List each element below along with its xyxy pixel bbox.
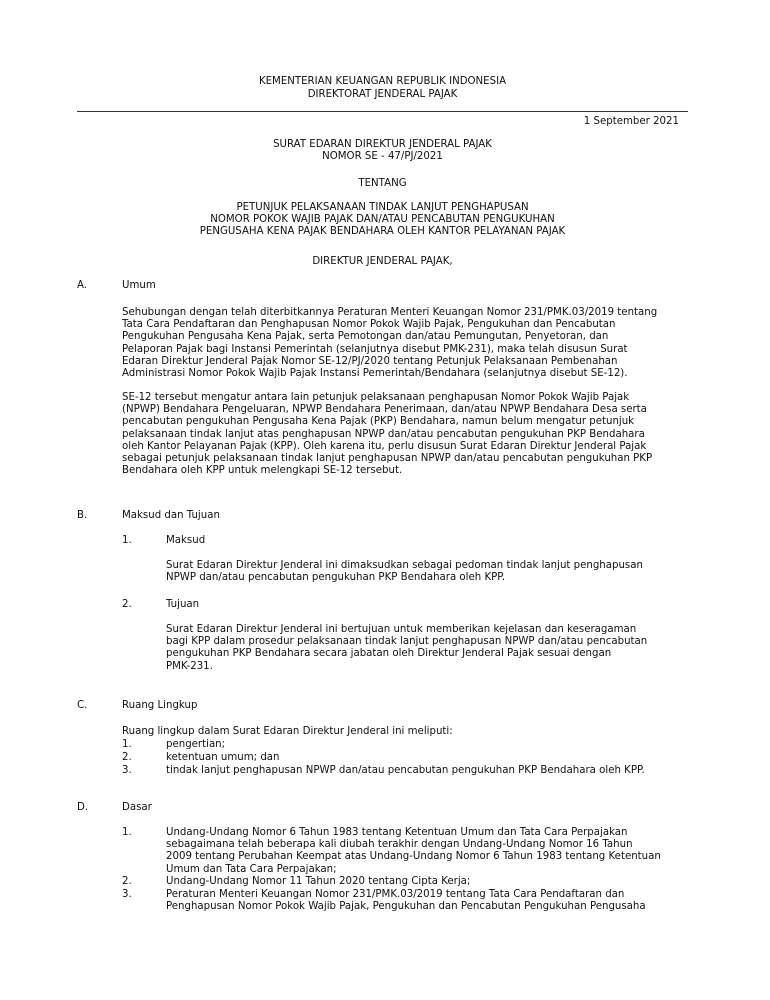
text-line: Undang-Undang Nomor 11 Tahun 2020 tentang Cipta Kerja; [166, 876, 471, 887]
tujuan-paragraph [166, 624, 647, 673]
section-b-letter: B. [77, 510, 88, 521]
section-a-heading: Umum [122, 280, 156, 291]
section-c-letter: C. [77, 700, 88, 711]
scope-item: pengertian; [166, 739, 226, 750]
text-line: SE-12 tersebut mengatur antara lain petunjuk pelaksanaan penghapusan Nomor Pokok Wajib Pajak [122, 392, 630, 403]
legal-basis-item [166, 876, 470, 888]
ministry-name: KEMENTERIAN KEUANGAN REPUBLIK INDONESIA [258, 76, 507, 87]
text-line: PMK-231. [166, 660, 213, 672]
text-line: Bendahara oleh KPP untuk melengkapi SE-12 tersebut. [122, 465, 403, 477]
document-subject [77, 202, 688, 239]
text-line: sebagai petunjuk pelaksanaan tindak lanjut penghapusan NPWP dan/atau pencabutan pengukuhan PKP [122, 452, 653, 464]
section-d-letter: D. [77, 802, 89, 813]
subsection-heading-maksud: Maksud [166, 535, 206, 546]
text-line: Surat Edaran Direktur Jenderal ini bertujuan untuk memberikan kejelasan dan keseragaman [166, 624, 637, 635]
text-line: 2009 tentang Perubahan Keempat atas Undang-Undang Nomor 6 Tahun 1983 tentang Ketentuan [166, 851, 661, 863]
item-number: 2. [122, 599, 132, 610]
scope-item: tindak lanjut penghapusan NPWP dan/atau pencabutan pengukuhan PKP Bendahara oleh KPP. [166, 765, 645, 776]
section-c-heading: Ruang Lingkup [122, 700, 198, 711]
text-line: Tata Cara Pendaftaran dan Penghapusan Nomor Pokok Wajib Pajak, Pengukuhan dan Pencabutan [122, 319, 616, 331]
text-line: pengukuhan PKP Bendahara secara jabatan oleh Direktur Jenderal Pajak sesuai dengan [166, 648, 612, 660]
item-number: 3. [122, 889, 132, 900]
text-line: Undang-Undang Nomor 6 Tahun 1983 tentang Ketentuan Umum dan Tata Cara Perpajakan [166, 827, 628, 838]
text-line: Peraturan Menteri Keuangan Nomor 231/PMK.03/2019 tentang Tata Cara Pendaftaran dan [166, 889, 625, 900]
item-number: 1. [122, 827, 132, 838]
section-a-letter: A. [77, 280, 88, 291]
text-line: pelaksanaan tindak lanjut atas penghapusan NPWP dan/atau pencabutan pengukuhan PKP Bendahara [122, 428, 645, 440]
text-line: Administrasi Nomor Pokok Wajib Pajak Instansi Pemerintah/Bendahara (selanjutnya disebut SE-12). [122, 367, 628, 379]
directorate-name: DIREKTORAT JENDERAL PAJAK [307, 89, 458, 100]
maksud-paragraph [166, 560, 643, 584]
subject-line: NOMOR POKOK WAJIB PAJAK DAN/ATAU PENCABUTAN PENGUKUHAN [210, 214, 555, 226]
item-number: 2. [122, 876, 132, 887]
subject-line: PENGUSAHA KENA PAJAK BENDAHARA OLEH KANTOR PELAYANAN PAJAK [199, 226, 566, 238]
text-line: Penghapusan Nomor Pokok Wajib Pajak, Pengukuhan dan Pencabutan Pengukuhan Pengusaha [166, 901, 646, 913]
text-line: Pelaporan Pajak bagi Instansi Pemerintah (selanjutnya disebut PMK-231), maka telah disusun Surat [122, 343, 628, 355]
item-number: 1. [122, 739, 132, 750]
text-line: pencabutan pengukuhan Pengusaha Kena Pajak (PKP) Bendahara, namun belum mengatur petunjuk [122, 416, 635, 428]
item-number: 2. [122, 752, 132, 763]
document-type: SURAT EDARAN DIREKTUR JENDERAL PAJAK [273, 139, 492, 150]
item-number: 1. [122, 535, 132, 546]
text-line: sebagaimana telah beberapa kali diubah terakhir dengan Undang-Undang Nomor 16 Tahun [166, 839, 633, 851]
section-a-paragraph-1 [122, 307, 657, 380]
section-b-heading: Maksud dan Tujuan [122, 510, 220, 521]
signatory-heading: DIREKTUR JENDERAL PAJAK, [312, 256, 453, 267]
scope-item: ketentuan umum; dan [166, 752, 280, 763]
document-date: 1 September 2021 [583, 116, 679, 127]
text-line: Umum dan Tata Cara Perpajakan; [166, 863, 337, 875]
text-line: Surat Edaran Direktur Jenderal ini dimaksudkan sebagai pedoman tindak lanjut penghapusan [166, 560, 643, 571]
section-d-heading: Dasar [122, 802, 152, 813]
text-line: oleh Kantor Pelayanan Pajak (KPP). Oleh karena itu, perlu disusun Surat Edaran Direktur Jenderal Pajak [122, 440, 647, 452]
text-line: bagi KPP dalam prosedur pelaksanaan tindak lanjut penghapusan NPWP dan/atau pencabutan [166, 636, 648, 648]
scope-intro: Ruang lingkup dalam Surat Edaran Direktur Jenderal ini meliputi: [122, 726, 453, 737]
section-a-paragraph-2 [122, 392, 652, 477]
text-line: Sehubungan dengan telah diterbitkannya Peraturan Menteri Keuangan Nomor 231/PMK.03/2019 tentang [122, 307, 658, 318]
text-line: Pengukuhan Pengusaha Kena Pajak, serta Pemotongan dan/atau Pemungutan, Penyetoran, dan [122, 331, 609, 343]
item-number: 3. [122, 765, 132, 776]
about-label: TENTANG [358, 178, 407, 189]
text-line: NPWP dan/atau pencabutan pengukuhan PKP Bendahara oleh KPP. [166, 572, 506, 584]
legal-basis-item [166, 827, 661, 876]
header-divider [77, 111, 688, 112]
subject-line: PETUNJUK PELAKSANAAN TINDAK LANJUT PENGHAPUSAN [236, 202, 529, 213]
legal-basis-item [166, 889, 646, 913]
document-number: NOMOR SE - 47/PJ/2021 [322, 151, 443, 162]
text-line: Edaran Direktur Jenderal Pajak Nomor SE-12/PJ/2020 tentang Petunjuk Pelaksanaan Pembenahan [122, 355, 618, 367]
text-line: (NPWP) Bendahara Pengeluaran, NPWP Bendahara Penerimaan, dan/atau NPWP Bendahara Desa serta [122, 404, 647, 416]
subsection-heading-tujuan: Tujuan [166, 599, 200, 610]
